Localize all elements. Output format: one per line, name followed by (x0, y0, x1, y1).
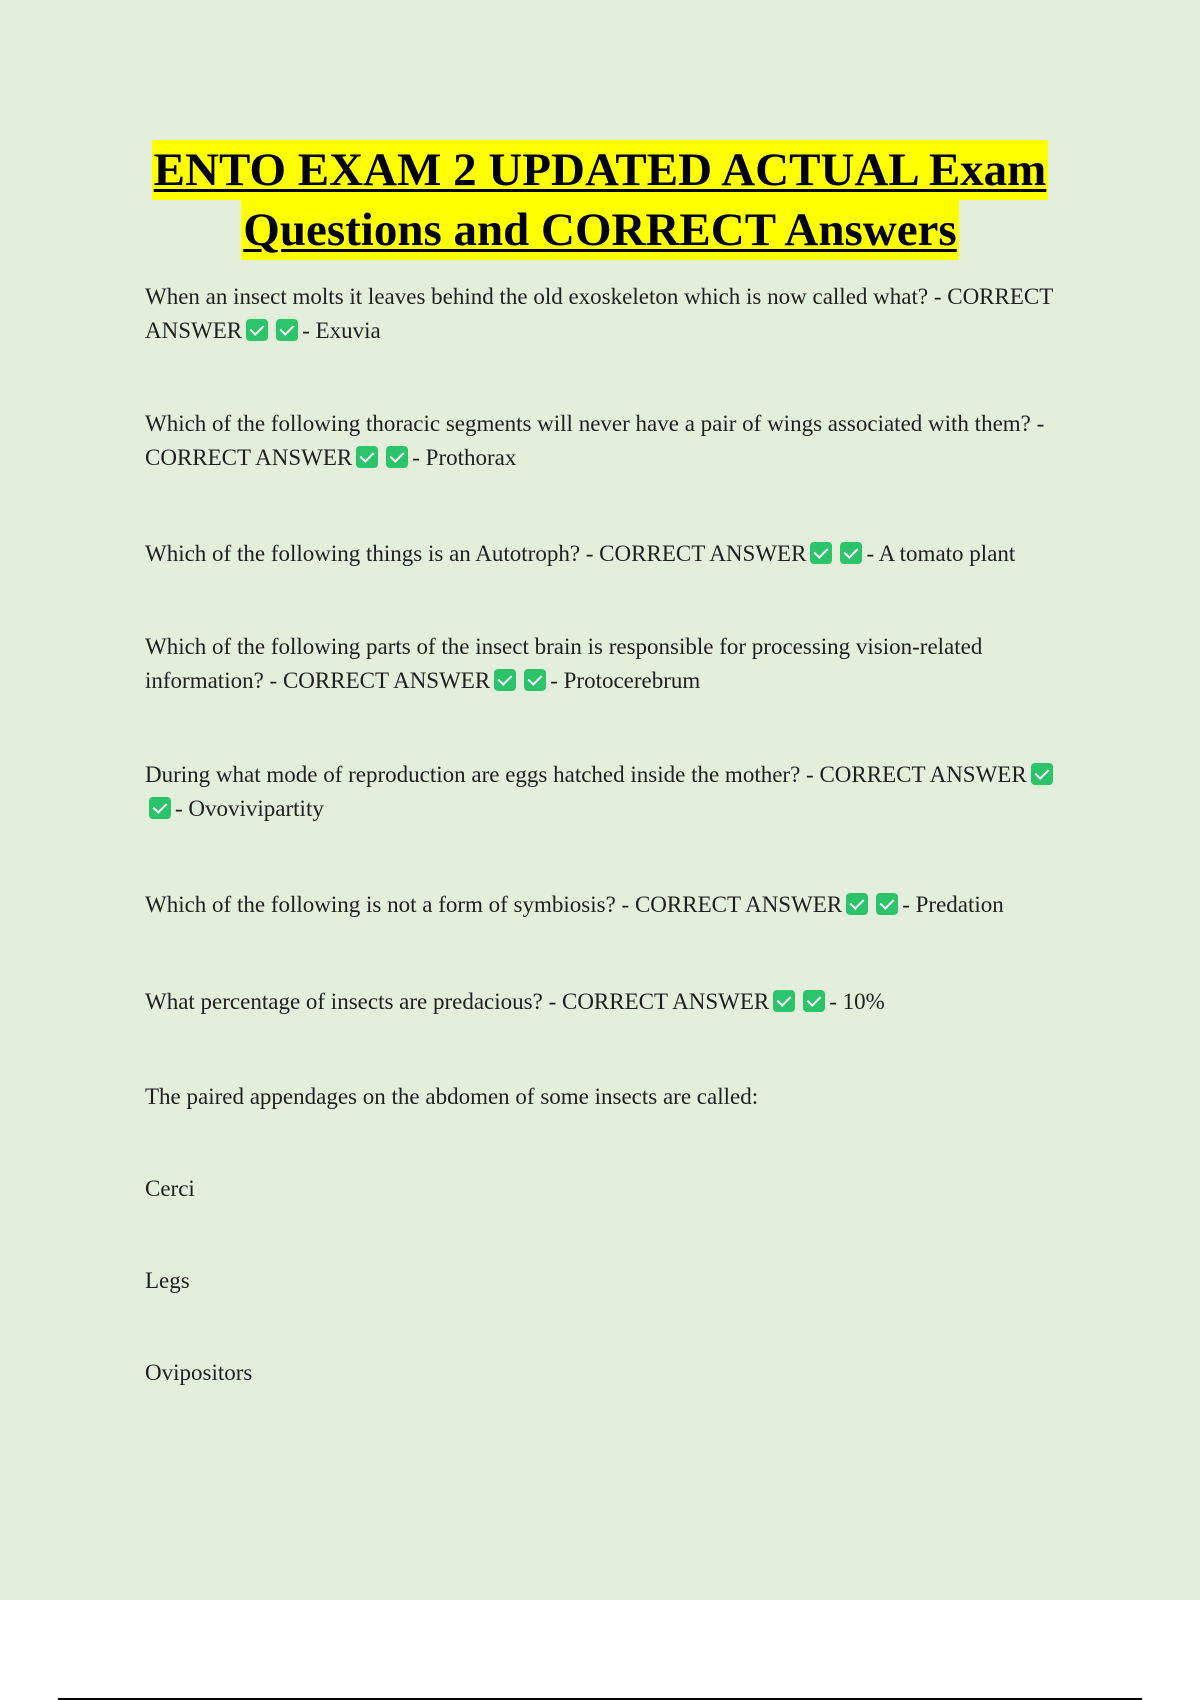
answer-text: - Predation (902, 892, 1004, 917)
green-check-box-icon (494, 669, 516, 691)
green-check-box-icon (803, 990, 825, 1012)
question-text: Which of the following thoracic segments will never have a pair of wings associated with them? - CORRECT ANSWER (145, 411, 1045, 470)
title-line-2: Questions and CORRECT Answers (241, 200, 958, 260)
option-cerci: Cerci (145, 1176, 195, 1201)
question-text: During what mode of reproduction are eggs hatched inside the mother? - CORRECT ANSWER (145, 762, 1027, 787)
green-check-box-icon (246, 319, 268, 341)
qa-item-5 (145, 758, 1085, 826)
answer-text: - 10% (829, 989, 885, 1014)
title-line-1: ENTO EXAM 2 UPDATED ACTUAL Exam (152, 140, 1049, 200)
question-text: Which of the following is not a form of symbiosis? - CORRECT ANSWER (145, 892, 843, 917)
answer-text: - Exuvia (302, 318, 381, 343)
question-text: What percentage of insects are predacious? - CORRECT ANSWER (145, 989, 770, 1014)
green-check-box-icon (810, 542, 832, 564)
qa-item-2 (145, 407, 1085, 475)
option-legs: Legs (145, 1268, 190, 1293)
green-check-box-icon (276, 319, 298, 341)
document-title (0, 140, 1200, 260)
option-ovipositors: Ovipositors (145, 1360, 253, 1385)
green-check-box-icon (773, 990, 795, 1012)
green-check-box-icon (356, 446, 378, 468)
question-text: Which of the following things is an Autotroph? - CORRECT ANSWER (145, 541, 807, 566)
green-check-box-icon (1031, 763, 1053, 785)
green-check-box-icon (524, 669, 546, 691)
question-text: Which of the following parts of the insect brain is responsible for processing vision-related information? - CORRECT ANSWER (145, 634, 983, 693)
answer-text: - A tomato plant (866, 541, 1016, 566)
green-check-box-icon (846, 893, 868, 915)
qa-item-7 (145, 985, 1085, 1019)
answer-text: - Ovovivipartity (175, 796, 324, 821)
qa-item-3 (145, 537, 1085, 571)
qa-item-4 (145, 630, 1085, 698)
green-check-box-icon (840, 542, 862, 564)
open-question-prompt: The paired appendages on the abdomen of some insects are called: (145, 1084, 759, 1109)
question-text: When an insect molts it leaves behind the old exoskeleton which is now called what? - CORRECT ANSWER (145, 284, 1053, 343)
green-check-box-icon (386, 446, 408, 468)
green-check-box-icon (149, 797, 171, 819)
answer-text: - Protocerebrum (550, 668, 701, 693)
answer-text: - Prothorax (412, 445, 517, 470)
qa-item-1 (145, 280, 1085, 348)
green-check-box-icon (876, 893, 898, 915)
qa-item-6 (145, 888, 1085, 922)
